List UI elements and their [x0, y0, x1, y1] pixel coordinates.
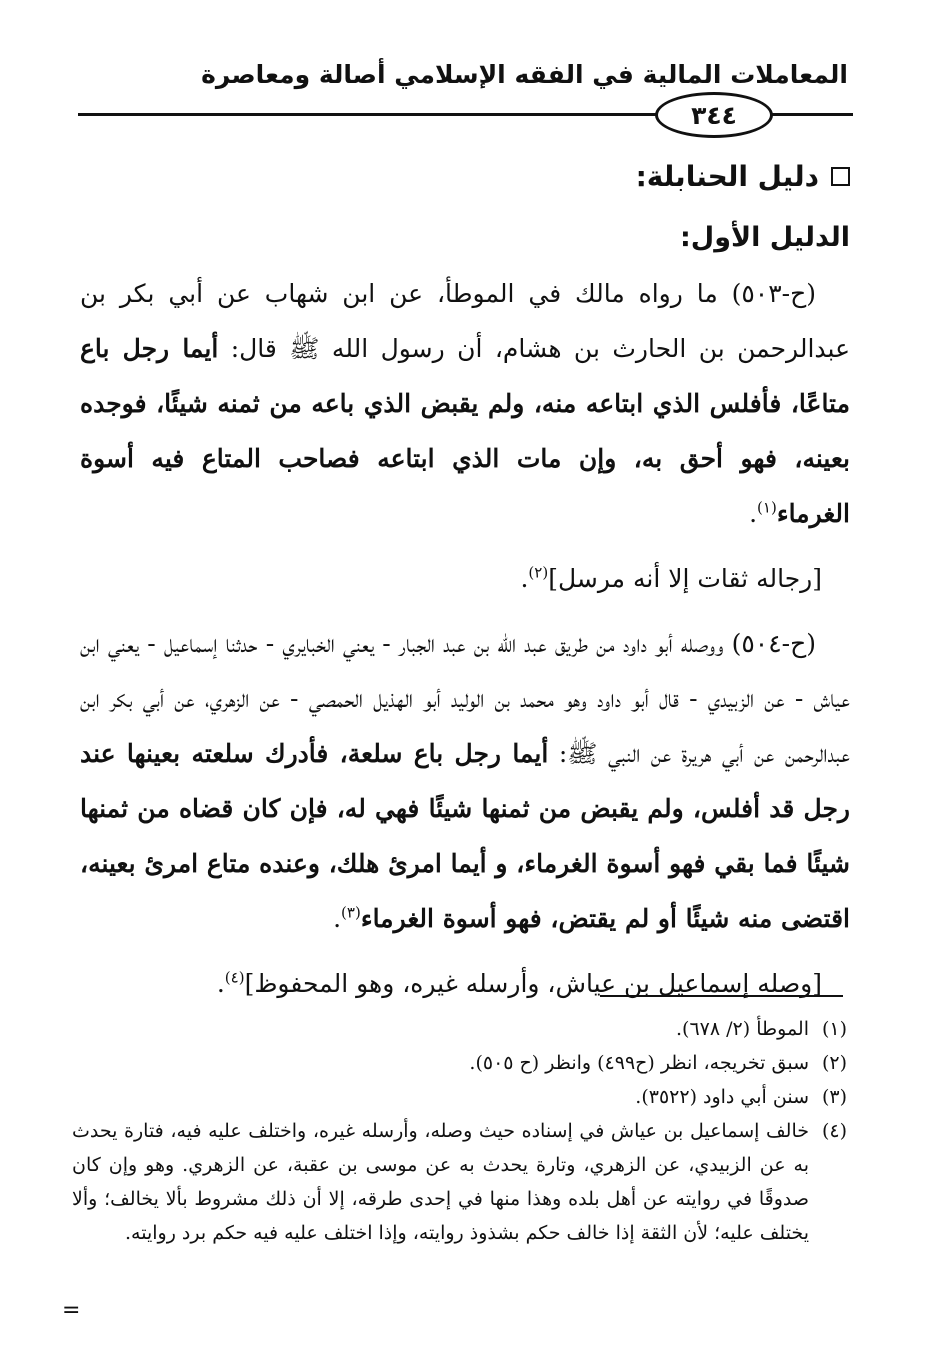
- hadith-504-text: أيما رجل باع سلعة، فأدرك سلعته بعينها عند رجل قد أفلس، ولم يقبض من ثمنها شيئًا فهي له، فإن كان قضاه من ثمنها شيئًا فما بقي فهو أسوة الغرماء، و أيما امرئ هلك، وعنده متاع امرئ بعينه، اقتضى منه شيئًا أو لم يقتض، فهو أسوة الغرماء: [80, 739, 850, 933]
- footnote-marker-2: (٢): [528, 563, 549, 582]
- paragraph-grading-2: [80, 956, 850, 1011]
- paragraph-hadith-503: [80, 266, 850, 541]
- footnote-number: (٤): [821, 1120, 847, 1142]
- grading-1-text: [رجاله ثقات إلا أنه مرسل]: [548, 564, 822, 593]
- footnote-text: خالف إسماعيل بن عياش في إسناده حيث وصله، وأرسله غيره، واختلف عليه فيه، فتارة يحدث به عن الزبيدي، عن الزهري، وتارة يحدث به عن موسى بن عقبة، عن الزهري. وهو وإن كان صدوقًا في روايته عن أهل بلده وهذا منها في إحدى طرقه، إلا أن ذلك مشروط بألا يخالف؛ وألا يختلف عليه؛ لأن الثقة إذا خالف حكم بشذوذ روايته، وإذا اختلف عليه فيه حكم برد روايته.: [72, 1120, 809, 1244]
- hadith-503-text: أيما رجل باع متاعًا، فأفلس الذي ابتاعه منه، ولم يقبض الذي باعه من ثمنه شيئًا، فوجده بعينه، فهو أحق به، وإن مات الذي ابتاعه فصاحب المتاع فيه أسوة الغرماء: [80, 334, 850, 528]
- period: .: [520, 564, 529, 593]
- footnote-number: (٣): [821, 1086, 847, 1108]
- footnote-marker-4: (٤): [224, 968, 245, 987]
- section-heading: [80, 150, 850, 202]
- hadith-503-reference: (ح-٥٠٣) ما رواه مالك في الموطأ، عن ابن شهاب عن أبي بكر بن عبدالرحمن بن الحارث بن هشام، أن رسول الله ﷺ قال:: [80, 279, 850, 363]
- period: .: [333, 904, 342, 933]
- footnote-item: [72, 1012, 847, 1046]
- footnote-item: [72, 1114, 847, 1250]
- footnote-separator: [600, 995, 843, 997]
- footnote-text: سنن أبي داود (٣٥٢٢).: [635, 1086, 809, 1108]
- footnote-item: [72, 1046, 847, 1080]
- continuation-mark: =: [62, 1298, 81, 1323]
- hadith-504-reference: (ح-٥٠٤) ووصله أبو داود من طريق عبد الله بن عبد الجبار - يعني الخبايري - حدثنا إسماعيل - يعني ابن عياش - عن الزبيدي - قال أبو داود وهو محمد بن الوليد أبو الهذيل الحمصي - عن الزهري، عن أبي بكر ابن عبدالرحمن عن أبي هريرة عن النبي ﷺ:: [80, 629, 850, 768]
- page-number: ٣٤٤: [655, 92, 773, 138]
- period: .: [216, 969, 225, 998]
- footnote-text: سبق تخريجه، انظر (ح٤٩٩) وانظر (ح ٥٠٥).: [469, 1052, 809, 1074]
- section-heading-text: دليل الحنابلة:: [635, 159, 819, 193]
- paragraph-grading-1: [80, 551, 850, 606]
- footnote-item: [72, 1080, 847, 1114]
- sub-heading: الدليل الأول:: [679, 222, 850, 253]
- footnote-marker-3: (٣): [341, 903, 361, 922]
- footnote-text: الموطأ (٢/ ٦٧٨).: [676, 1018, 809, 1040]
- square-bullet-icon: [831, 167, 850, 186]
- main-text: [80, 150, 850, 1021]
- footnote-number: (٢): [821, 1052, 847, 1074]
- paragraph-hadith-504: [80, 616, 850, 946]
- running-title: المعاملات المالية في الفقه الإسلامي أصالة ومعاصرة: [201, 60, 848, 89]
- footnote-marker-1: (١): [757, 498, 777, 517]
- footnote-number: (١): [821, 1018, 847, 1040]
- grading-2-text: [وصله إسماعيل بن عياش، وأرسله غيره، وهو المحفوظ]: [244, 969, 822, 998]
- footnotes: [72, 1012, 847, 1250]
- period: .: [749, 499, 758, 528]
